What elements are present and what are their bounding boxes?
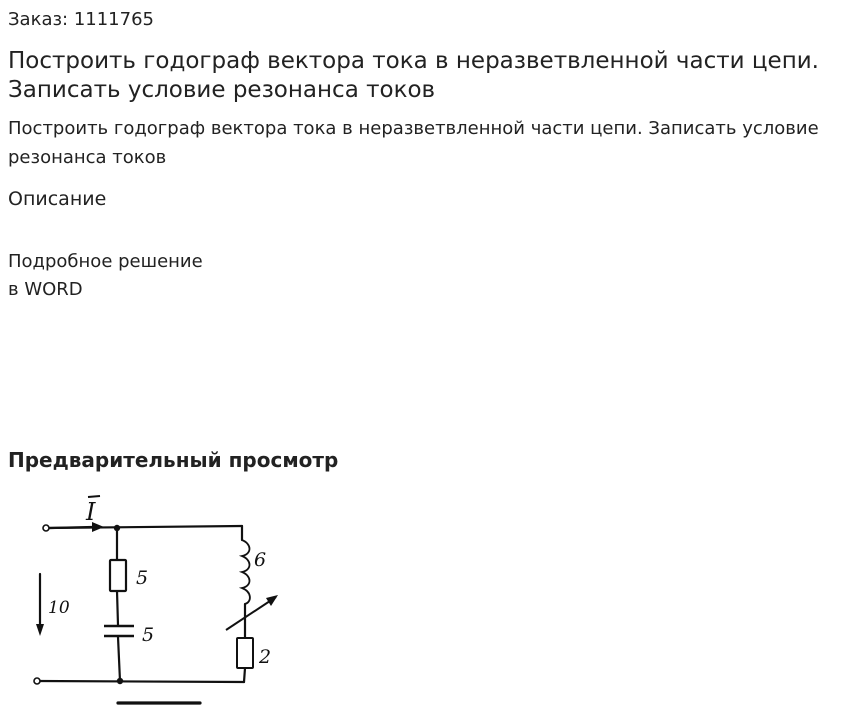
inductor-label: 6 xyxy=(254,549,267,571)
current-label: I xyxy=(86,498,96,526)
junction-dot xyxy=(114,525,120,531)
terminal xyxy=(43,525,49,531)
order-number: Заказ: 1111765 xyxy=(8,9,154,30)
description-line: в WORD xyxy=(8,279,83,300)
current-label-bar xyxy=(88,496,100,497)
description-line: Подробное решение xyxy=(8,251,203,272)
resistor-2 xyxy=(237,638,253,668)
circuit-diagram xyxy=(0,484,300,720)
task-text: Построить годограф вектора тока в неразветвленной части цепи. Записать условие резонанса токов xyxy=(8,118,819,168)
resistor xyxy=(110,560,126,591)
resistor-label: 5 xyxy=(136,567,149,589)
voltage-label: 10 xyxy=(48,598,70,618)
voltage-arrowhead xyxy=(36,624,44,636)
inductor xyxy=(242,540,250,604)
junction-dot xyxy=(117,678,123,684)
description-heading: Описание xyxy=(8,188,107,210)
circuit-preview-image xyxy=(0,484,300,720)
branch-wire xyxy=(244,668,245,682)
preview-heading: Предварительный просмотр xyxy=(8,448,339,472)
current-arrow xyxy=(50,527,92,528)
page-title: Построить годограф вектора тока в неразветвленной части цепи. Записать условие резонанса токов xyxy=(8,48,819,103)
resistor-2-label: 2 xyxy=(259,646,272,668)
capacitor xyxy=(104,626,134,636)
terminal xyxy=(34,678,40,684)
capacitor-label: 5 xyxy=(142,624,155,646)
variable-arrowhead xyxy=(266,595,278,606)
bottom-wire xyxy=(38,681,244,682)
branch-wire xyxy=(118,637,120,681)
branch-wire xyxy=(117,591,118,625)
